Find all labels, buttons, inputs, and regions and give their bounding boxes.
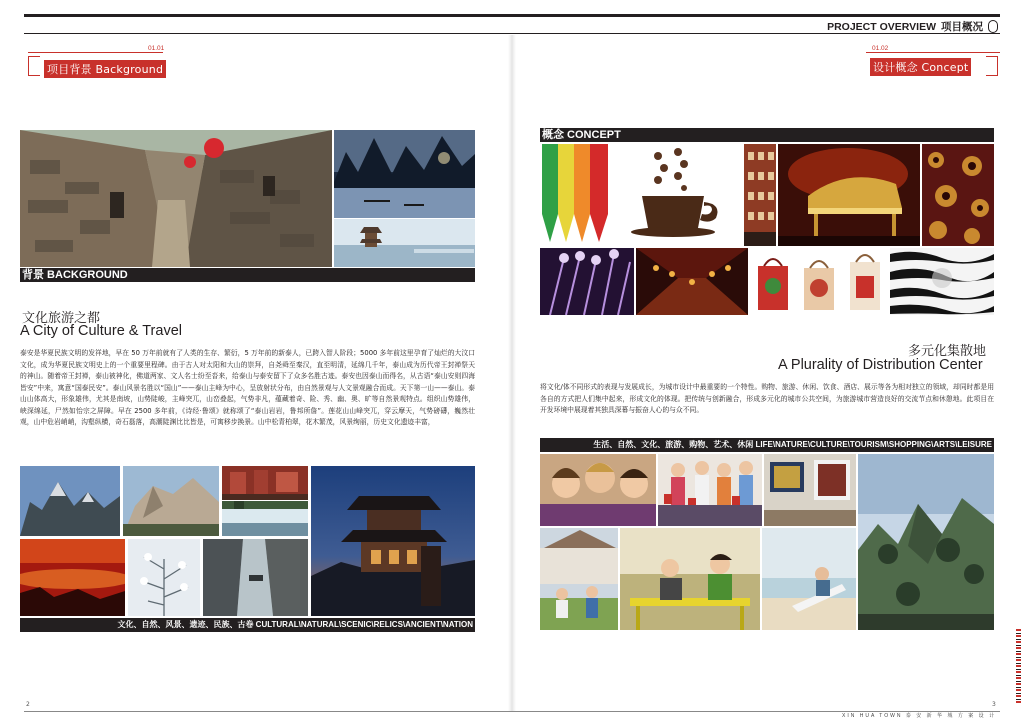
shopping-girls-photo [658, 454, 762, 526]
red-building-photo [744, 144, 776, 246]
snowy-pine-photo [128, 539, 200, 616]
concept-bar: 概念 CONCEPT [540, 128, 994, 142]
karst-river-photo [334, 130, 475, 218]
zebra-pattern-photo [890, 248, 994, 315]
left-section-bracket [28, 56, 40, 76]
art-gallery-photo [764, 454, 856, 526]
right-section-label: 设计概念 Concept [870, 58, 971, 76]
family-park-photo [540, 528, 618, 630]
temple-dusk-photo [311, 466, 475, 616]
right-section-number: 01.02 [872, 45, 889, 52]
left-body-text: 泰安是华夏民族文明的发祥地，早在 50 万年前就有了人类的生存、繁衍，5 万年前的新泰人，已跨入智人阶段；5000 多年前这里孕育了灿烂的大汶口文化，成为华夏民族文明史上的一个重要里程碑。由于古人对太阳和大山的崇拜，自尧舜至秦汉，直至明清，延绵几千年，泰山成为历代帝王封禅祭天的神山。随着帝王封禅，泰山被神化，佛道两家、文人名士纷至沓来，给泰山与泰安留下了众多名胜古迹。泰安也因泰山而得名，从古语“泰山安则四海皆安”中来，寓意“国泰民安”。泰山风景名胜以“国山”——泰山主峰为中心，呈放射状分布，由自然景观与人文景观融合而成。天下第一山——泰山。泰山山体高大，形象雄伟，尤其是南坡，山势陡峻，主峰突兀，山峦叠起，气势非凡，蕴藏着奇、险、秀、幽、奥、旷等自然景观特点。组织山势雄伟，峡深绵延，尸然如怡宗之屏障。早在 2500 多年前，《诗经·鲁颂》就称颂了“泰山岩岩，鲁邦所詹”。莲花山山峰突兀，穿云摩天，气势磅礴，巍然壮观，山中危岩峭峭，沟壑纵横，奇石磊落，高潮陡渊比比皆是，可寓移步换景。山中松青柏翠，花木繁茂，风景绚丽，历史文化遗迹丰富， [20, 349, 475, 426]
granite-cliff-photo [123, 466, 219, 536]
left-page-number: 2 [26, 701, 30, 708]
print-color-bar [1016, 628, 1021, 703]
mountain-pines-photo [858, 454, 994, 630]
life-caption-bar: 生活、自然、文化、旅游、购物、艺术、休闲 LIFE\NATURE\CULTURE\TOURISM\SHOPPING\ARTS\LEISURE [540, 438, 994, 452]
background-bar: 背景 BACKGROUND [20, 268, 475, 282]
left-heading-en: A City of Culture & Travel [20, 323, 182, 339]
book-spine [508, 35, 516, 711]
page-corner-icon [988, 20, 998, 33]
left-heading-cn: 文化旅游之都 [22, 311, 101, 326]
coffee-bean-cup-photo [612, 144, 742, 246]
left-section-line [28, 52, 163, 53]
sunrise-sea-of-clouds-photo [20, 539, 125, 616]
purple-light-trees-photo [540, 248, 634, 315]
right-heading-en: A Plurality of Distribution Center [778, 357, 983, 373]
lantern-hall-photo [636, 248, 748, 315]
page-header [827, 19, 998, 34]
right-section-line [866, 52, 1000, 53]
friends-laughing-photo [540, 454, 656, 526]
cafe-friends-photo [620, 528, 760, 630]
waterfall-photo [222, 501, 308, 536]
header-title-en: PROJECT OVERVIEW [827, 20, 936, 33]
right-page-number: 3 [992, 701, 996, 708]
beach-reader-photo [762, 528, 856, 630]
culture-caption-bar: 文化、自然、风景、遗迹、民族、古卷 CULTURAL\NATURAL\SCENIC\RELICS\ANCIENT\NATION [20, 618, 475, 632]
shopping-bags-photo [750, 248, 888, 315]
header-subrule [24, 33, 1000, 34]
rock-gorge-photo [203, 539, 308, 616]
right-section-bracket [986, 56, 998, 76]
ornate-pattern-photo [922, 144, 994, 246]
left-section-number: 01.01 [148, 45, 165, 52]
red-rock-carving-photo [222, 466, 308, 500]
footer-brand: XIN HUA TOWN 泰 安 新 华 城 方 案 设 计 [842, 713, 996, 719]
pavilion-sea-photo [334, 219, 475, 267]
village-alley-photo [20, 130, 332, 267]
top-rule [24, 14, 1000, 17]
right-heading-cn: 多元化集散地 [908, 344, 987, 359]
colored-pencils-photo [540, 144, 610, 246]
mountain-peaks-photo [20, 466, 120, 536]
left-section-label: 项目背景 Background [44, 60, 166, 78]
grand-piano-photo [778, 144, 920, 246]
right-body-text: 将文化/体不同形式的表现与发展成长，为城市设计中最重要的一个特性。购物、旅游、休闲、饮食、酒店、展示等各为相对独立的领域，却同时都是用各自的方式把人们集中起来，形成文化的体现。把传统与创新融合，形成多元化的城市公共空间，为旅游城市营造良好的交流节点和休憩地。此项目在开发环境中展现着其独具深幕与振奋人心的与众不同。 [540, 383, 994, 414]
header-title-cn: 项目概况 [941, 21, 983, 33]
